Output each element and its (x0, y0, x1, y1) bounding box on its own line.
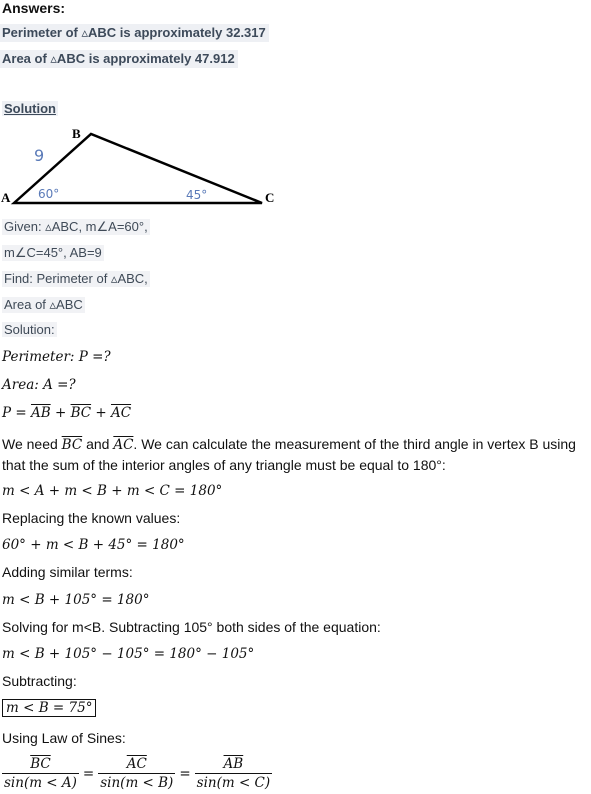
angle-b-result: m < B = 75° (2, 700, 96, 716)
perimeter-question: Perimeter: P =? (2, 349, 111, 365)
triangle-diagram (0, 124, 300, 212)
angle-c-label: 45° (186, 188, 208, 202)
find-line-2: Area of ▵ABC (4, 297, 83, 312)
replacing-label: Replacing the known values: (2, 510, 181, 526)
fraction-ab: $\frac{\overline{AB}}{\sin(m < C)}$ (196, 756, 271, 791)
adding-label: Adding similar terms: (2, 564, 133, 580)
solving-label: Solving for m<B. Subtracting 105° both sides of the equation: (2, 619, 381, 635)
answers-header: Answers: (2, 0, 66, 16)
perimeter-answer: Perimeter of ▵ABC is approximately 32.317 (0, 24, 269, 42)
law-of-sines-equation: $\frac{\overline{BC}}{\sin(m < A)}$ = $\frac{\overline{AC}}{\sin(m < B)}$ = $\frac{\overline{AB}}{\sin(m < C)}$ (4, 756, 271, 791)
fraction-bc: $\frac{\overline{BC}}{\sin(m < A)}$ (4, 756, 77, 791)
explanation-line-2: that the sum of the interior angles of any triangle must be equal to 180°: (2, 457, 446, 473)
segment-ac: $\overline{AC}$ (110, 405, 132, 421)
side-ab-label: 9 (34, 146, 45, 165)
perimeter-formula: $P = \overline{AB} + \overline{BC} + \overline{AC}$ (2, 405, 132, 421)
solution-heading: Solution (4, 101, 56, 116)
segment-bc: $\overline{BC}$ (70, 405, 92, 421)
added-equation: m < B + 105° = 180° (2, 592, 150, 608)
solution-label: Solution: (4, 322, 55, 337)
subtraction-equation: m < B + 105° − 105° = 180° − 105° (2, 646, 255, 662)
area-answer: Area of ▵ABC is approximately 47.912 (0, 50, 238, 68)
law-of-sines-label: Using Law of Sines: (2, 730, 126, 746)
angle-a-label: 60° (38, 187, 60, 201)
angle-sum-equation: m < A + m < B + m < C = 180° (2, 483, 223, 499)
area-question: Area: A =? (2, 377, 76, 393)
fraction-ac: $\frac{\overline{AC}}{\sin(m < B)}$ (100, 756, 174, 791)
segment-ab: $\overline{AB}$ (30, 405, 51, 421)
given-line-2: m∠C=45°, AB=9 (4, 245, 102, 260)
vertex-b-label: B (72, 126, 81, 141)
vertex-c-label: C (265, 190, 275, 205)
replaced-equation: 60° + m < B + 45° = 180° (2, 537, 185, 553)
subtracting-label: Subtracting: (2, 673, 77, 689)
vertex-a-label: A (1, 190, 11, 205)
explanation-line-1: We need $\overline{BC}$ and $\overline{AC}$. We can calculate the measurement of the third angle in vertex B using (2, 436, 576, 453)
given-line-1: Given: ▵ABC, m∠A=60°, (4, 219, 148, 234)
find-line-1: Find: Perimeter of ▵ABC, (4, 271, 148, 286)
